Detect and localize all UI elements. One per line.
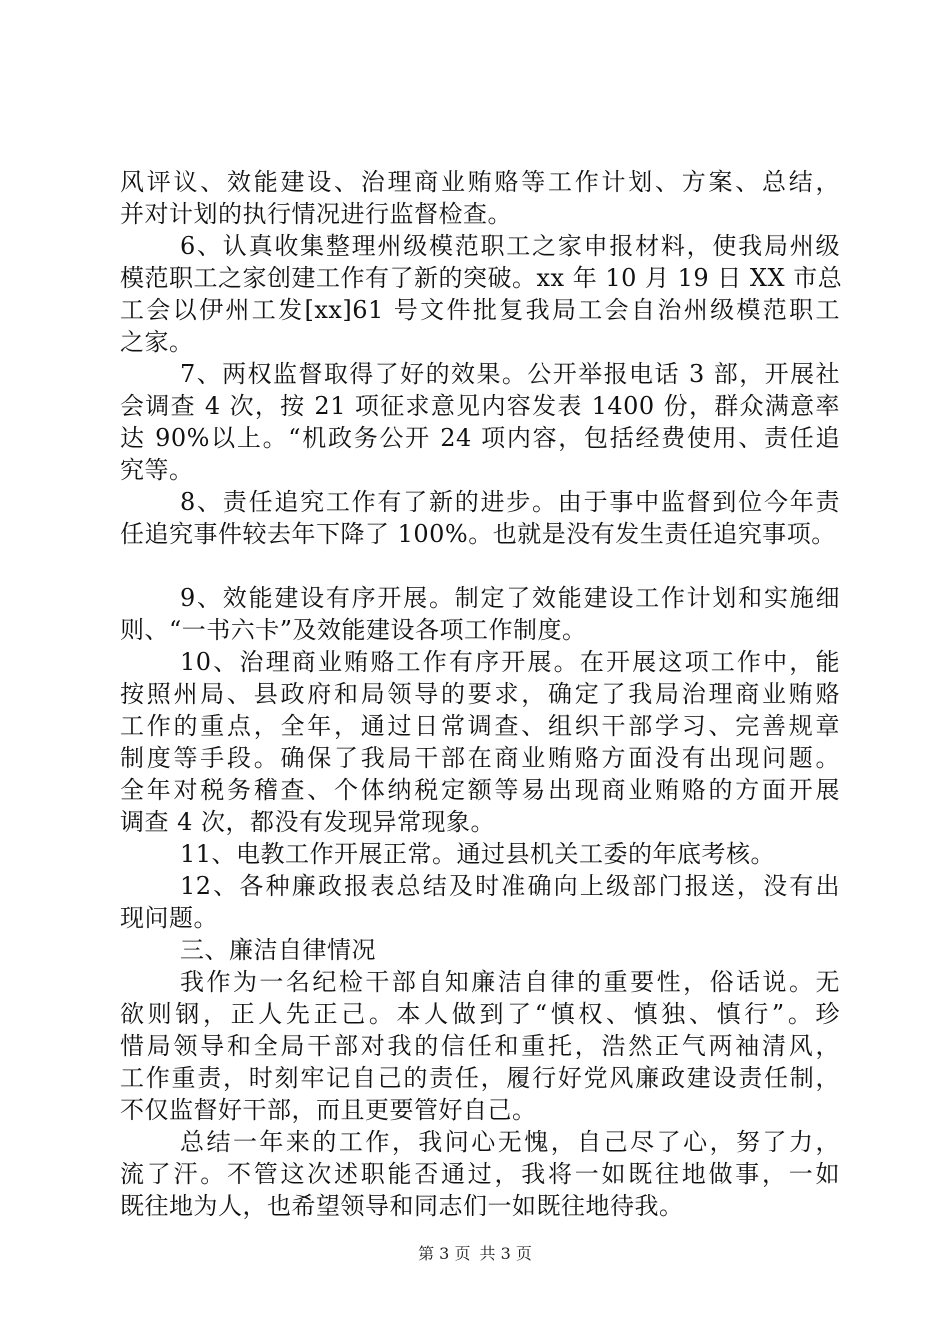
text-line: 11、电教工作开展正常。通过县机关工委的年底考核。 — [180, 840, 776, 868]
page-total: 共 3 页 — [479, 1244, 532, 1263]
text-line: 调查 4 次，都没有发现异常现象。 — [120, 808, 496, 836]
text-line: 工作重责，时刻牢记自己的责任，履行好党风廉政建设责任制， — [120, 1064, 840, 1092]
page-footer — [0, 1244, 950, 1264]
text-line: 7、两权监督取得了好的效果。公开举报电话 3 部，开展社 — [180, 360, 840, 388]
text-line: 工作的重点，全年，通过日常调查、组织干部学习、完善规章 — [120, 712, 840, 740]
text-line: 按照州局、县政府和局领导的要求，确定了我局治理商业贿赂 — [120, 680, 840, 708]
text-line: 不仅监督好干部，而且更要管好自己。 — [120, 1096, 537, 1124]
text-line: 并对计划的执行情况进行监督检查。 — [120, 200, 512, 228]
text-line: 我作为一名纪检干部自知廉洁自律的重要性，俗话说。无 — [180, 968, 840, 996]
blank-line — [120, 550, 840, 582]
text-line: 全年对税务稽查、个体纳税定额等易出现商业贿赂的方面开展 — [120, 776, 840, 804]
document-body — [120, 166, 843, 1222]
text-line: 究等。 — [120, 456, 194, 484]
text-line: 风评议、效能建设、治理商业贿赂等工作计划、方案、总结， — [120, 168, 840, 196]
text-line: 之家。 — [120, 328, 194, 356]
text-line: 现问题。 — [120, 904, 218, 932]
text-line: 12、各种廉政报表总结及时准确向上级部门报送，没有出 — [180, 872, 840, 900]
text-line: 任追究事件较去年下降了 100%。也就是没有发生责任追究事项。 — [120, 520, 836, 548]
text-line: 总结一年来的工作，我问心无愧，自己尽了心，努了力， — [180, 1128, 840, 1156]
page-number: 第 3 页 — [418, 1244, 471, 1263]
text-line: 既往地为人，也希望领导和同志们一如既往地待我。 — [120, 1192, 684, 1220]
text-line: 制度等手段。确保了我局干部在商业贿赂方面没有出现问题。 — [120, 744, 840, 772]
text-line: 8、责任追究工作有了新的进步。由于事中监督到位今年责 — [180, 488, 840, 516]
text-line: 惜局领导和全局干部对我的信任和重托，浩然正气两袖清风， — [120, 1032, 840, 1060]
text-line: 6、认真收集整理州级模范职工之家申报材料，使我局州级 — [180, 232, 840, 260]
text-line: 达 90%以上。“机政务公开 24 项内容，包括经费使用、责任追 — [120, 424, 840, 452]
text-line: 9、效能建设有序开展。制定了效能建设工作计划和实施细 — [180, 584, 840, 612]
text-line: 欲则钢，正人先正己。本人做到了“慎权、慎独、慎行”。珍 — [120, 1000, 840, 1028]
text-line: 10、治理商业贿赂工作有序开展。在开展这项工作中，能 — [180, 648, 840, 676]
text-line: 则、“一书六卡”及效能建设各项工作制度。 — [120, 616, 587, 644]
text-line: 工会以伊州工发[xx]61 号文件批复我局工会自治州级模范职工 — [120, 296, 840, 324]
text-line: 流了汗。不管这次述职能否通过，我将一如既往地做事，一如 — [120, 1160, 840, 1188]
text-line: 三、廉洁自律情况 — [180, 936, 376, 964]
text-line: 模范职工之家创建工作有了新的突破。xx 年 10 月 19 日 XX 市总 — [120, 264, 843, 292]
text-line: 会调查 4 次，按 21 项征求意见内容发表 1400 份，群众满意率 — [120, 392, 840, 420]
